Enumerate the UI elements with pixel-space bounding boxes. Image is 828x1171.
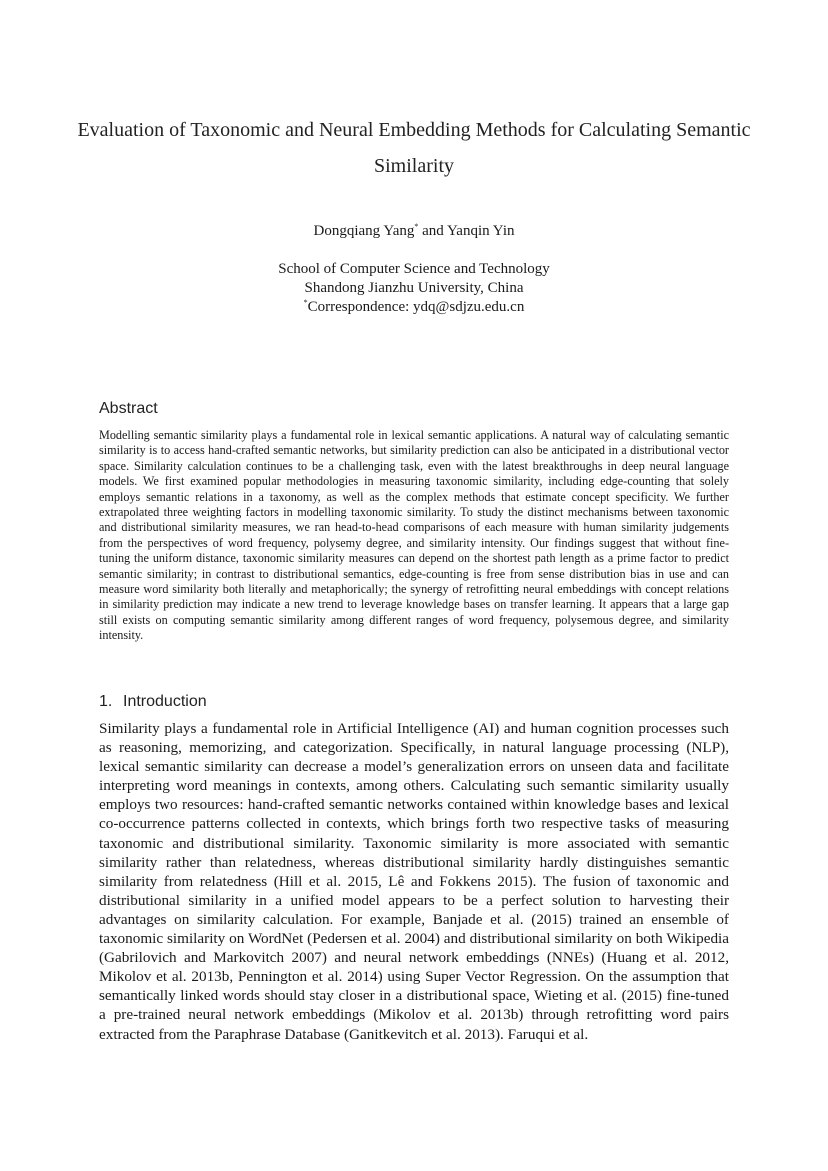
correspondence-mark: *	[303, 298, 308, 307]
affiliation-line-2: Shandong Jianzhu University, China	[304, 280, 524, 296]
correspondence-line	[60, 298, 768, 317]
correspondence-email: Correspondence: ydq@sdjzu.edu.cn	[307, 299, 525, 315]
author-first: Dongqiang Yang	[313, 223, 415, 239]
paper-title: Evaluation of Taxonomic and Neural Embedding Methods for Calculating Semantic Similarity	[77, 119, 751, 177]
introduction-heading	[99, 692, 207, 712]
introduction-body: Similarity plays a fundamental role in Artificial Intelligence (AI) and human cognition processes such as reasoning, memorizing, and categorization. Specifically, in natural language processing (NLP), lexical semantic similarity can decrease a model’s generalization errors on unseen data and facilitate interpreting word meanings in contexts, among others. Calculating such semantic similarity usually employs two resources: hand-crafted semantic networks contained within knowledge bases and lexical co-occurrence patterns collected in contexts, which brings forth two respective tasks of measuring taxonomic and distributional similarity. Taxonomic similarity is more associated with semantic similarity rather than relatedness, whereas distributional similarity hardly distinguishes semantic similarity from relatedness (Hill et al. 2015, Lê and Fokkens 2015). The fusion of taxonomic and distributional similarity in a unified model appears to be a perfect solution to harvesting their advantages on similarity calculation. For example, Banjade et al. (2015) trained an ensemble of taxonomic similarity on WordNet (Pedersen et al. 2004) and distributional similarity on both Wikipedia (Gabrilovich and Markovitch 2007) and neural network embeddings (NNEs) (Huang et al. 2012, Mikolov et al. 2013b, Pennington et al. 2014) using Super Vector Regression. On the assumption that semantically linked words should stay closer in a distributional space, Wieting et al. (2015) fine-tuned a pre-trained neural network embeddings (Mikolov et al. 2013b) through retrofitting word pairs extracted from the Paraphrase Database (Ganitkevitch et al. 2013). Faruqui et al.	[99, 720, 729, 1043]
author-rest: and Yanqin Yin	[418, 223, 515, 239]
abstract-body: Modelling semantic similarity plays a fundamental role in lexical semantic applications. A natural way of calculating semantic similarity is to access hand-crafted semantic networks, but similarity prediction can also be anticipated in a distributional vector space. Similarity calculation continues to be a challenging task, even with the latest breakthroughs in deep neural language models. We first examined popular methodologies in measuring taxonomic similarity, including edge-counting that solely employs semantic relations in a taxonomy, as well as the complex methods that estimate concept specificity. We further extrapolated three weighting factors in modelling taxonomic similarity. To study the distinct mechanisms between taxonomic and distributional similarity measures, we ran head-to-head comparisons of each measure with human similarity judgements from the perspectives of word frequency, polysemy degree, and similarity intensity. Our findings suggest that without fine-tuning the uniform distance, taxonomic similarity measures can depend on the shortest path length as a prime factor to predict semantic similarity; in contrast to distributional semantics, edge-counting is free from sense distribution bias in use and can measure word similarity both literally and metaphorically; the synergy of retrofitting neural embeddings with concept relations in similarity prediction may indicate a new trend to leverage knowledge bases on transfer learning. It appears that a large gap still exists on computing semantic similarity among different ranges of word frequency, polysemous degree, and similarity intensity.	[99, 428, 729, 643]
section-title: Introduction	[123, 693, 207, 710]
affiliation-block	[60, 260, 768, 317]
author-footnote-mark: *	[414, 222, 419, 231]
affiliation-line-1: School of Computer Science and Technology	[278, 261, 550, 277]
section-number: 1.	[99, 693, 113, 710]
abstract-heading: Abstract	[99, 400, 158, 417]
author-line	[60, 221, 768, 241]
